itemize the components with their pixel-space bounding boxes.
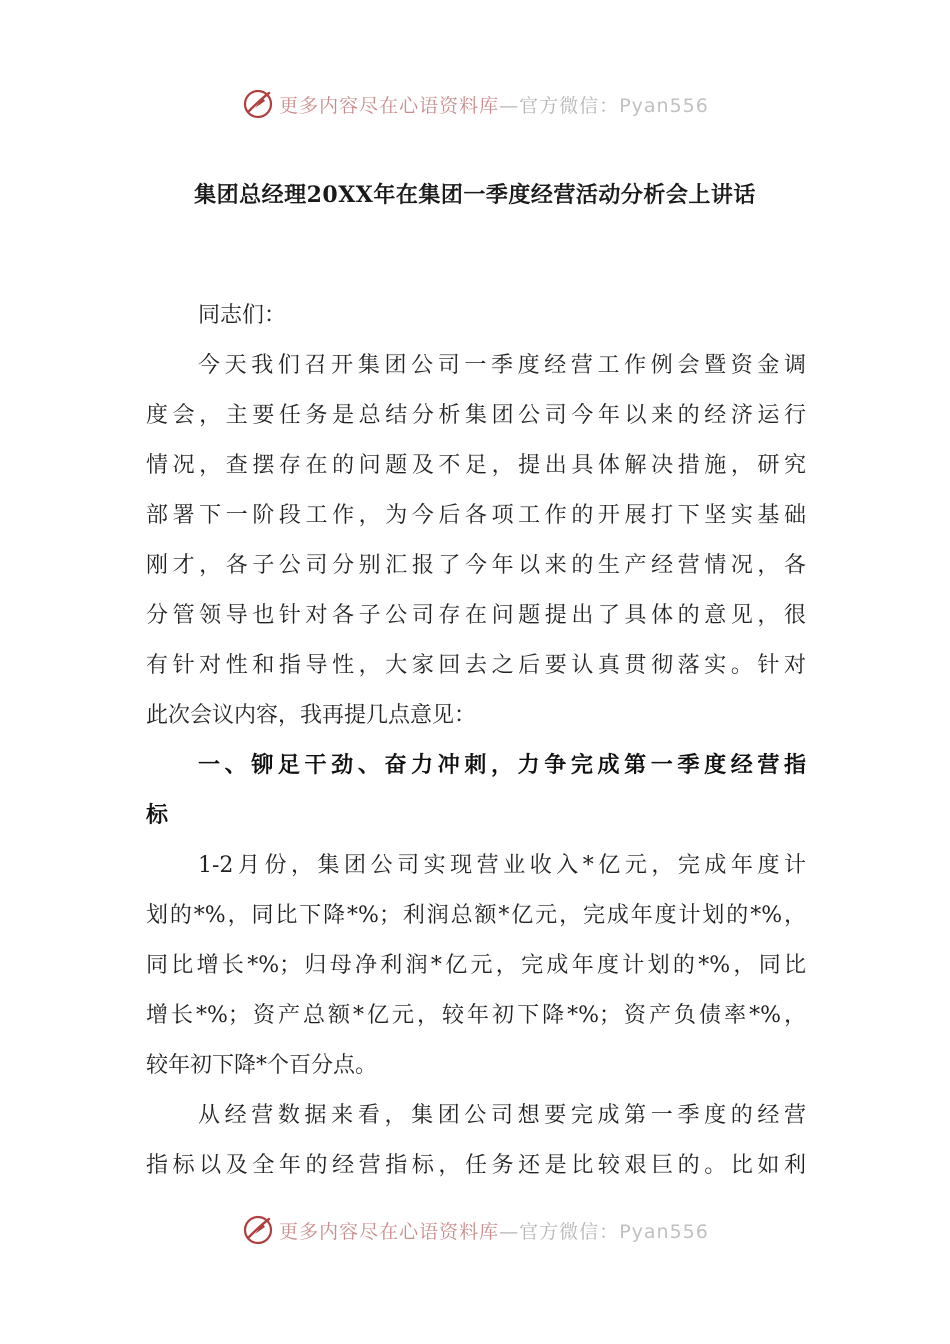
watermark-dash: — [499,1220,520,1243]
text-line: 度会，主要任务是总结分析集团公司今年以来的经济运行 [146,403,806,428]
text-line: 同志们： [198,303,287,328]
text-line: 情况，查摆存在的问题及不足，提出具体解决措施，研究 [146,453,806,478]
text-line: 指标以及全年的经营指标，任务还是比较艰巨的。比如利 [146,1153,806,1178]
watermark-label: 官方微信： [519,1220,620,1243]
watermark-brand: 更多内容尽在心语资料库 [279,94,500,117]
text-line: 较年初下降*个百分点。 [146,1053,378,1078]
watermark-label: 官方微信： [519,94,620,117]
document-title: 集团总经理20XX年在集团一季度经营活动分析会上讲话 [194,182,756,208]
text-line: 今天我们召开集团公司一季度经营工作例会暨资金调 [198,353,806,378]
watermark-dash: — [499,94,520,117]
watermark-wechat-id: Pyan556 [619,1220,709,1243]
document-body [146,291,806,1191]
quill-logo-icon [241,1213,275,1247]
text-line: 1-2月份，集团公司实现营业收入*亿元，完成年度计 [198,853,806,878]
text-line: 有针对性和指导性，大家回去之后要认真贯彻落实。针对 [146,653,806,678]
text-line: 同比增长*%；归母净利润*亿元，完成年度计划的*%，同比 [146,953,806,978]
text-line: 此次会议内容，我再提几点意见： [146,703,477,728]
quill-logo-icon [241,87,275,121]
text-line: 从经营数据来看，集团公司想要完成第一季度的经营 [198,1103,806,1128]
text-line: 分管领导也针对各子公司存在问题提出了具体的意见，很 [146,603,806,628]
text-line: 增长*%；资产总额*亿元，较年初下降*%；资产负债率*%， [146,1003,806,1028]
header-watermark [0,82,950,126]
text-line: 划的*%，同比下降*%；利润总额*亿元，完成年度计划的*%， [146,903,806,928]
watermark-brand: 更多内容尽在心语资料库 [279,1220,500,1243]
footer-watermark [0,1208,950,1252]
text-line: 部署下一阶段工作，为今后各项工作的开展打下坚实基础 [146,503,806,528]
watermark-wechat-id: Pyan556 [619,94,709,117]
section-heading: 标 [146,803,169,828]
section-heading: 一、铆足干劲、奋力冲刺，力争完成第一季度经营指 [198,753,806,778]
text-line: 刚才，各子公司分别汇报了今年以来的生产经营情况，各 [146,553,806,578]
